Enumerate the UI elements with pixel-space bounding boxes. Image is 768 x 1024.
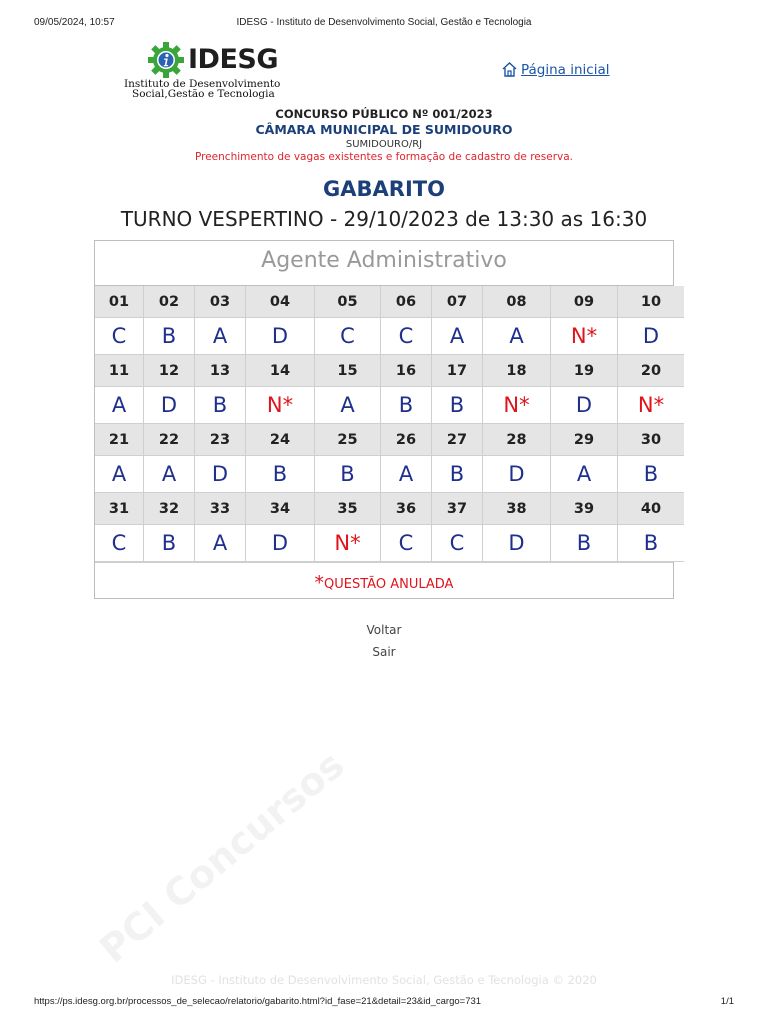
answer-letter: C xyxy=(432,525,483,562)
question-number-row xyxy=(95,286,684,318)
answer-letter: A xyxy=(483,318,551,355)
question-number: 32 xyxy=(144,493,195,525)
answer-row xyxy=(95,318,684,355)
question-number: 08 xyxy=(483,286,551,318)
question-number: 18 xyxy=(483,355,551,387)
answer-key-card xyxy=(94,240,674,599)
answer-row xyxy=(95,387,684,424)
logo-wordmark: IDESG xyxy=(188,44,279,75)
answer-letter: A xyxy=(315,387,381,424)
question-number-row xyxy=(95,355,684,387)
answer-letter: D xyxy=(618,318,685,355)
question-number: 13 xyxy=(195,355,246,387)
question-number: 02 xyxy=(144,286,195,318)
answer-letter: D xyxy=(195,456,246,493)
annulled-note xyxy=(95,562,673,603)
sair-link[interactable]: Sair xyxy=(372,645,396,659)
answer-letter: A xyxy=(95,387,144,424)
question-number: 06 xyxy=(381,286,432,318)
answer-annulled: N* xyxy=(246,387,315,424)
gear-logo-icon xyxy=(146,40,186,80)
answer-row xyxy=(95,456,684,493)
question-number: 05 xyxy=(315,286,381,318)
answer-letter: A xyxy=(381,456,432,493)
answer-letter: D xyxy=(246,525,315,562)
logo-subtitle-line1: Instituto de Desenvolvimento xyxy=(124,78,281,90)
question-number: 09 xyxy=(551,286,618,318)
answer-letter: B xyxy=(195,387,246,424)
question-number: 22 xyxy=(144,424,195,456)
answer-letter: B xyxy=(144,318,195,355)
question-number: 28 xyxy=(483,424,551,456)
gabarito-heading: GABARITO xyxy=(323,177,445,201)
question-number: 25 xyxy=(315,424,381,456)
print-footer xyxy=(34,996,734,1010)
answer-letter: B xyxy=(381,387,432,424)
question-number: 04 xyxy=(246,286,315,318)
question-number: 24 xyxy=(246,424,315,456)
home-link[interactable] xyxy=(501,61,610,78)
answer-letter: D xyxy=(483,456,551,493)
answer-letter: B xyxy=(432,456,483,493)
answer-letter: A xyxy=(432,318,483,355)
answer-letter: D xyxy=(551,387,618,424)
question-number: 20 xyxy=(618,355,685,387)
answer-letter: B xyxy=(432,387,483,424)
answer-letter: C xyxy=(95,318,144,355)
answer-annulled: N* xyxy=(618,387,685,424)
voltar-link[interactable]: Voltar xyxy=(366,623,402,637)
print-datetime: 09/05/2024, 10:57 xyxy=(34,17,115,28)
question-number: 15 xyxy=(315,355,381,387)
cargo-title: Agente Administrativo xyxy=(95,241,673,286)
print-url: https://ps.idesg.org.br/processos_de_selecao/relatorio/gabarito.html?id_fase=21&detail=23&id_cargo=731 xyxy=(34,996,482,1007)
answer-letter: A xyxy=(195,318,246,355)
logo-subtitle xyxy=(124,79,314,99)
answer-annulled: N* xyxy=(483,387,551,424)
question-number: 26 xyxy=(381,424,432,456)
print-title: IDESG - Instituto de Desenvolvimento Social, Gestão e Tecnologia xyxy=(236,17,532,28)
camara-title: CÂMARA MUNICIPAL DE SUMIDOURO xyxy=(255,122,513,137)
answer-letter: B xyxy=(315,456,381,493)
turno-subheading: TURNO VESPERTINO - 29/10/2023 de 13:30 as 16:30 xyxy=(120,207,648,231)
answer-letter: A xyxy=(144,456,195,493)
question-number: 16 xyxy=(381,355,432,387)
question-number: 23 xyxy=(195,424,246,456)
question-number: 31 xyxy=(95,493,144,525)
question-number: 40 xyxy=(618,493,685,525)
home-icon xyxy=(501,61,518,78)
answer-letter: B xyxy=(144,525,195,562)
question-number: 10 xyxy=(618,286,685,318)
answer-letter: C xyxy=(95,525,144,562)
home-link-label: Página inicial xyxy=(521,61,610,78)
annulled-label: QUESTÃO ANULADA xyxy=(324,577,454,592)
question-number: 03 xyxy=(195,286,246,318)
logo-subtitle-line2: Social,Gestão e Tecnologia xyxy=(132,88,275,100)
print-page: 1/1 xyxy=(720,996,734,1007)
answer-key-table xyxy=(95,286,684,562)
concurso-title: CONCURSO PÚBLICO Nº 001/2023 xyxy=(275,107,493,121)
copyright: IDESG - Instituto de Desenvolvimento Social, Gestão e Tecnologia © 2020 xyxy=(171,973,597,987)
answer-row xyxy=(95,525,684,562)
watermark: PCI Concursos xyxy=(91,742,353,972)
question-number: 39 xyxy=(551,493,618,525)
question-number: 35 xyxy=(315,493,381,525)
question-number: 14 xyxy=(246,355,315,387)
answer-letter: B xyxy=(246,456,315,493)
preenchimento-note: Preenchimento de vagas existentes e formação de cadastro de reserva. xyxy=(194,151,573,163)
answer-letter: C xyxy=(381,318,432,355)
answer-letter: B xyxy=(618,525,685,562)
question-number: 33 xyxy=(195,493,246,525)
question-number: 38 xyxy=(483,493,551,525)
answer-annulled: N* xyxy=(315,525,381,562)
question-number-row xyxy=(95,424,684,456)
answer-letter: A xyxy=(95,456,144,493)
question-number: 27 xyxy=(432,424,483,456)
answer-letter: A xyxy=(195,525,246,562)
question-number: 12 xyxy=(144,355,195,387)
answer-letter: A xyxy=(551,456,618,493)
answer-letter: D xyxy=(483,525,551,562)
question-number: 30 xyxy=(618,424,685,456)
question-number: 01 xyxy=(95,286,144,318)
answer-letter: C xyxy=(315,318,381,355)
print-header xyxy=(34,17,734,31)
question-number: 17 xyxy=(432,355,483,387)
answer-annulled: N* xyxy=(551,318,618,355)
question-number: 21 xyxy=(95,424,144,456)
answer-letter: C xyxy=(381,525,432,562)
question-number: 34 xyxy=(246,493,315,525)
question-number: 29 xyxy=(551,424,618,456)
question-number: 36 xyxy=(381,493,432,525)
idesg-logo xyxy=(122,38,312,102)
question-number-row xyxy=(95,493,684,525)
question-number: 11 xyxy=(95,355,144,387)
annulled-star: * xyxy=(314,572,325,594)
question-number: 07 xyxy=(432,286,483,318)
cidade-label: SUMIDOURO/RJ xyxy=(345,139,423,150)
answer-letter: B xyxy=(618,456,685,493)
question-number: 19 xyxy=(551,355,618,387)
answer-letter: B xyxy=(551,525,618,562)
answer-letter: D xyxy=(144,387,195,424)
answer-letter: D xyxy=(246,318,315,355)
question-number: 37 xyxy=(432,493,483,525)
